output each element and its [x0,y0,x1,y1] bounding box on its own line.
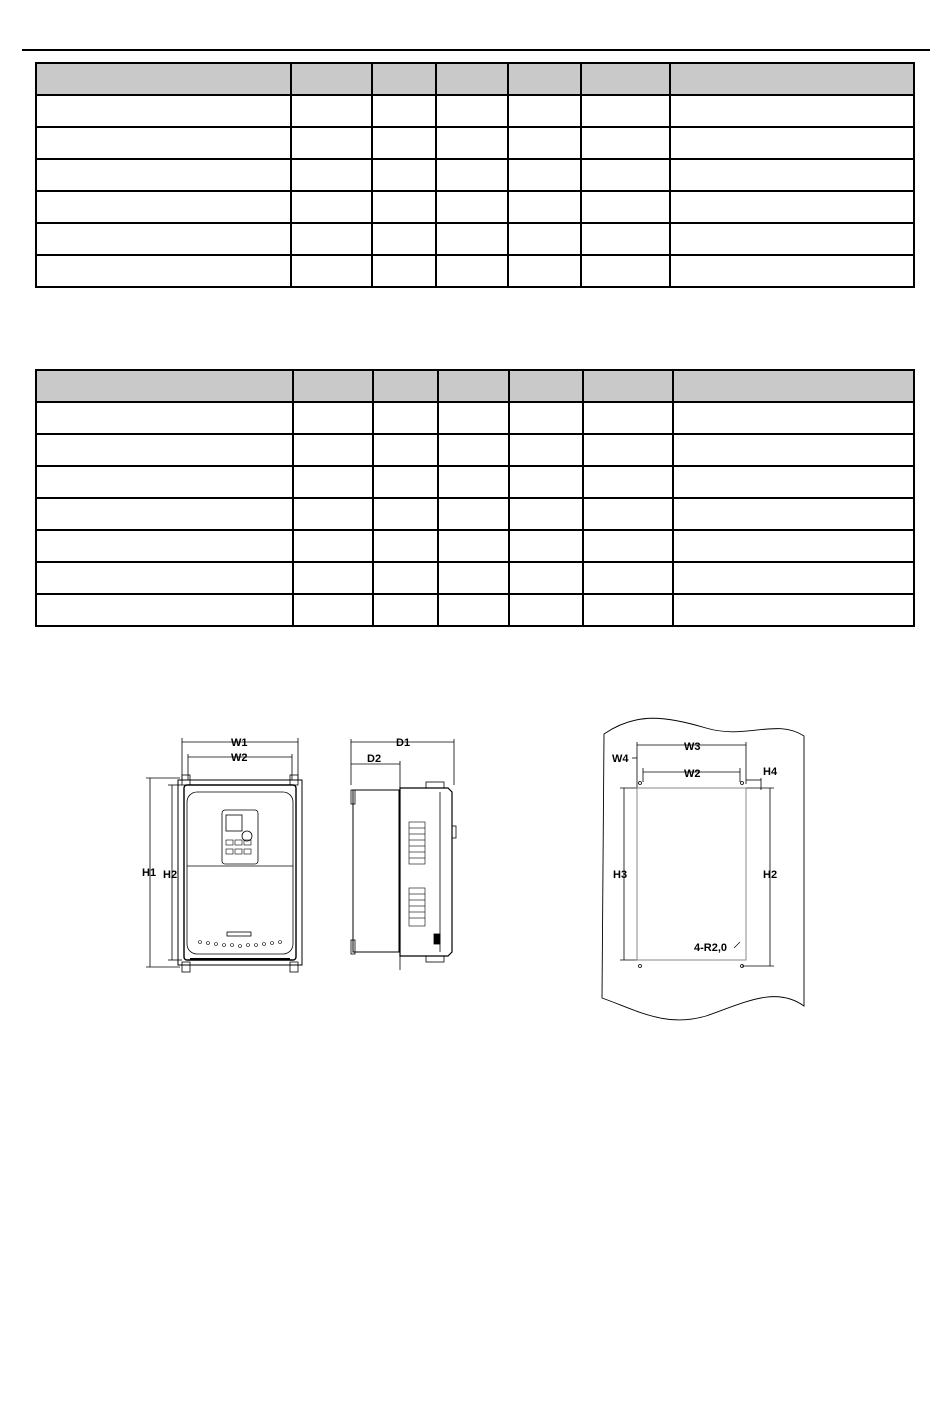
table-cell [673,498,914,530]
table-cell [508,127,581,159]
table-cell [36,159,291,191]
table-cell [508,191,581,223]
table-cell [436,191,508,223]
table-cell [508,255,581,287]
table-header-cell [373,370,438,402]
table-cell [509,562,583,594]
table-cell [293,434,373,466]
table-cell [293,466,373,498]
table-cell [438,562,509,594]
table-header-cell [508,63,581,95]
table-cell [372,191,436,223]
table-cell [509,594,583,626]
table-cell [293,594,373,626]
table-header-cell [293,370,373,402]
table-cell [373,530,438,562]
table-row [36,159,914,191]
table-cell [583,466,673,498]
table-cell [438,466,509,498]
w2-label: W2 [231,752,248,764]
table-cell [373,594,438,626]
table-cell [438,498,509,530]
table-cell [291,95,372,127]
table-cell [36,434,293,466]
table-row [36,466,914,498]
table-cell [673,466,914,498]
table-cell [583,434,673,466]
table-row [36,255,914,287]
table-header-cell [436,63,508,95]
header-rule [22,49,930,51]
h2-label: H2 [763,869,778,881]
table-cell [373,466,438,498]
table-cell [436,255,508,287]
table-row [36,127,914,159]
table-cell [436,223,508,255]
table-cell [581,255,670,287]
table-row [36,594,914,626]
table-header-cell [36,63,291,95]
h1-label: H1 [142,867,157,879]
table-header-row [36,63,914,95]
table-cell [293,498,373,530]
table-cell [438,402,509,434]
table-header-row [36,370,914,402]
table-cell [372,127,436,159]
table-row [36,434,914,466]
table-cell [508,95,581,127]
table-cell [36,223,291,255]
table-cell [581,159,670,191]
w2-label: W2 [684,768,701,780]
table-cell [372,159,436,191]
table-cell [372,223,436,255]
table-cell [293,530,373,562]
table-cell [509,434,583,466]
hole-note: 4-R2,0 [694,942,728,954]
table-cell [509,402,583,434]
table-cell [436,95,508,127]
table-cell [508,223,581,255]
table-cell [36,191,291,223]
table-cell [583,530,673,562]
table-cell [36,95,291,127]
table-cell [36,127,291,159]
table-cell [670,95,914,127]
w1-label: W1 [231,737,248,749]
table-row [36,530,914,562]
mounting-cutout-drawing [596,710,811,1030]
table-cell [436,127,508,159]
table-cell [673,530,914,562]
table-header-cell [36,370,293,402]
table-cell [291,159,372,191]
table-row [36,95,914,127]
table-cell [670,159,914,191]
table-cell [373,402,438,434]
w4-label: W4 [612,753,629,765]
table-cell [509,466,583,498]
table-cell [372,255,436,287]
table-cell [583,498,673,530]
table-cell [581,191,670,223]
table-cell [673,562,914,594]
dimension-table-1 [35,62,915,288]
table-header-cell [291,63,372,95]
table-cell [293,402,373,434]
table-cell [373,498,438,530]
table-cell [509,498,583,530]
table-cell [670,127,914,159]
table-cell [373,434,438,466]
table-header-cell [673,370,914,402]
table-cell [670,191,914,223]
table-cell [36,594,293,626]
table-cell [673,594,914,626]
table-row [36,223,914,255]
h4-label: H4 [763,766,778,778]
d1-label: D1 [396,737,411,749]
table-header-cell [509,370,583,402]
dimension-table-2 [35,369,915,627]
table-cell [36,562,293,594]
table-row [36,498,914,530]
table-header-cell [581,63,670,95]
table-header-cell [372,63,436,95]
front-view-drawing [130,730,330,980]
table-cell [36,255,291,287]
table-cell [372,95,436,127]
table-cell [673,402,914,434]
table-cell [373,562,438,594]
table-cell [670,223,914,255]
table-cell [581,127,670,159]
table-cell [438,594,509,626]
h2-label: H2 [163,869,178,881]
table-header-cell [583,370,673,402]
table-row [36,562,914,594]
d2-label: D2 [367,753,382,765]
table-row [36,191,914,223]
table-cell [436,159,508,191]
table-cell [291,127,372,159]
table-cell [438,434,509,466]
table-cell [36,402,293,434]
table-cell [583,402,673,434]
table-cell [673,434,914,466]
w3-label: W3 [684,741,701,753]
table-header-cell [438,370,509,402]
table-row [36,402,914,434]
table-cell [509,530,583,562]
table-cell [581,223,670,255]
table-header-cell [670,63,914,95]
table-cell [438,530,509,562]
side-view-drawing [340,730,470,980]
table-cell [36,498,293,530]
table-cell [36,530,293,562]
table-cell [291,223,372,255]
h3-label: H3 [613,869,628,881]
table-cell [508,159,581,191]
table-cell [583,594,673,626]
table-cell [583,562,673,594]
table-cell [670,255,914,287]
table-cell [36,466,293,498]
table-cell [291,191,372,223]
table-cell [293,562,373,594]
table-cell [581,95,670,127]
table-cell [291,255,372,287]
